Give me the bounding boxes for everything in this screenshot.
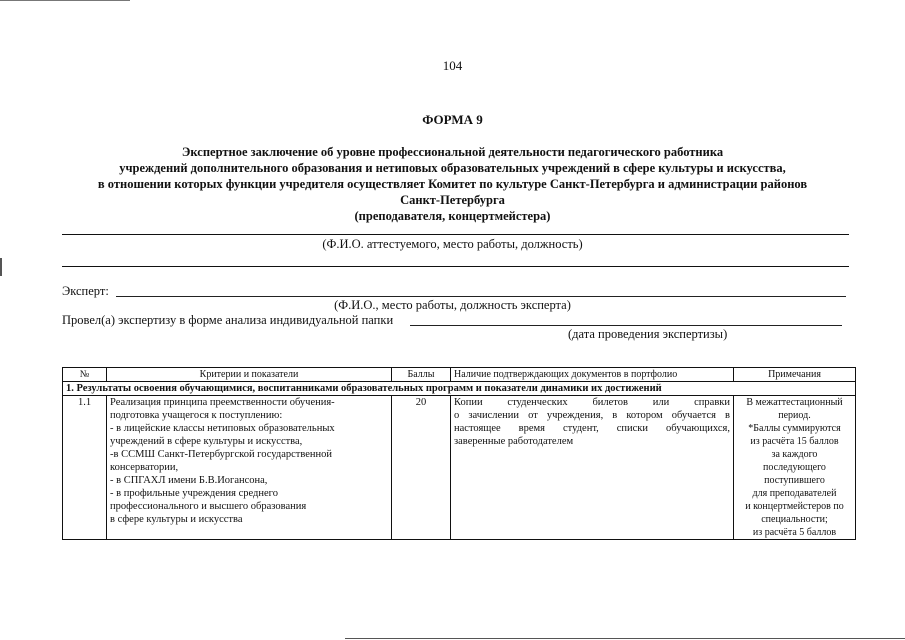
expert-label: Эксперт: <box>62 284 109 298</box>
header-documents: Наличие подтверждающих документов в портфолио <box>451 368 734 382</box>
table-row <box>63 396 856 540</box>
notes-line: последующего <box>763 462 826 473</box>
notes-line: поступившего <box>764 475 825 486</box>
criteria-line: - в СПГАХЛ имени Б.В.Иогансона, <box>110 475 268 486</box>
row-number: 1.1 <box>63 396 107 540</box>
attestee-fill-line[interactable] <box>62 234 849 235</box>
documents-line: Копии студенческих билетов или справки <box>454 397 730 408</box>
documents-line: о зачислении от учреждения, в котором обучается в <box>454 410 730 421</box>
header-notes: Примечания <box>734 368 856 382</box>
section-row <box>63 382 856 396</box>
notes-line: период. <box>778 410 811 421</box>
title-line-3: в отношении которых функции учредителя осуществляет Комитет по культуре Санкт-Петербурга и администрации районов <box>97 177 808 191</box>
attestee-extra-line[interactable] <box>62 266 849 267</box>
expert-fill-line[interactable] <box>116 296 846 297</box>
page-number: 104 <box>442 58 463 73</box>
header-points: Баллы <box>392 368 451 382</box>
row-documents <box>451 396 734 540</box>
header-number: № <box>63 368 107 382</box>
notes-line: и концертмейстеров по <box>745 501 844 512</box>
notes-line: *Баллы суммируются <box>748 423 841 434</box>
title-line-4: Санкт-Петербурга <box>400 193 505 207</box>
document-title <box>40 144 865 224</box>
scan-top-edge-line <box>0 0 130 1</box>
title-line-1: Экспертное заключение об уровне профессиональной деятельности педагогического работника <box>181 145 724 159</box>
notes-line: из расчёта 15 баллов <box>750 436 839 447</box>
criteria-line: подготовка учащегося к поступлению: <box>110 410 283 421</box>
section-1-title: 1. Результаты освоения обучающимися, воспитанниками образовательных программ и показатели динамики их достижений <box>63 382 856 396</box>
criteria-line: - в лицейские классы нетиповых образовательных <box>110 423 335 434</box>
criteria-table <box>62 367 856 540</box>
header-criteria: Критерии и показатели <box>107 368 392 382</box>
notes-line: из расчёта 5 баллов <box>752 527 837 538</box>
row-criteria <box>107 396 392 540</box>
criteria-line: -в ССМШ Санкт-Петербургской государственной <box>110 449 333 460</box>
date-fill-line[interactable] <box>410 325 842 326</box>
criteria-line: профессионального и высшего образования <box>110 501 307 512</box>
form-label: ФОРМА 9 <box>422 112 483 127</box>
scan-bottom-edge-line <box>345 638 905 639</box>
expert-caption: (Ф.И.О., место работы, должность эксперта) <box>334 298 571 312</box>
table-header-row <box>63 368 856 382</box>
row-notes <box>734 396 856 540</box>
row-points: 20 <box>392 396 451 540</box>
notes-line: для преподавателей <box>752 488 837 499</box>
criteria-line: Реализация принципа преемственности обучения- <box>110 397 335 408</box>
documents-line: заверенные работодателем <box>454 436 574 447</box>
criteria-line: консерватории, <box>110 462 179 473</box>
notes-line: В межаттестационный <box>746 397 843 408</box>
criteria-line: - в профильные учреждения среднего <box>110 488 278 499</box>
notes-line: специальности; <box>761 514 828 525</box>
date-caption: (дата проведения экспертизы) <box>568 327 728 341</box>
criteria-line: в сфере культуры и искусства <box>110 514 243 525</box>
criteria-line: учреждений в сфере культуры и искусства, <box>110 436 303 447</box>
title-line-2: учреждений дополнительного образования и нетиповых образовательных учреждений в сфере культуры и искусства, <box>119 161 786 175</box>
attestee-caption: (Ф.И.О. аттестуемого, место работы, должность) <box>322 237 583 251</box>
scan-left-margin-mark <box>0 258 2 276</box>
title-line-5: (преподавателя, концертмейстера) <box>354 209 551 223</box>
conducted-label: Провел(а) экспертизу в форме анализа индивидуальной папки <box>62 313 394 327</box>
notes-line: за каждого <box>771 449 818 460</box>
documents-line: настоящее время студент, списки обучающихся, <box>454 423 730 434</box>
